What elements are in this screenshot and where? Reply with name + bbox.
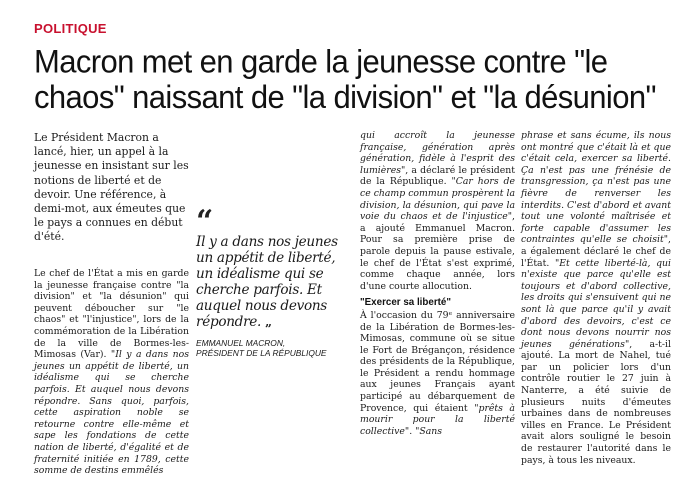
- quote-text-inline: "Il y a dans nos jeunes un appétit de liberté, un idéalisme qui se cherche parfois. Et auquel nous devons répondre. Sans quoi, parfois, cette aspiration noble se retourne contre elle-même et sape les fondations de cette nation de liberté, d'égalité et de fraternité initiée en 1789, cette somme de destins emmêlés: [34, 349, 189, 477]
- body-text: , a également déclaré le chef de l'État.: [521, 234, 671, 269]
- body-text: , a déclaré le président de la République.: [360, 164, 515, 188]
- open-quote-icon: “: [196, 204, 214, 239]
- section-rubric: POLITIQUE: [34, 21, 107, 36]
- body-text: Le chef de l'État a mis en garde la jeunesse française contre "la division" et "la désunion" qui peuvent déboucher sur "le chaos" et "l'injustice", lors de la commémoration de la Libération de la ville de Bormes-les-Mimosas (Var).: [34, 268, 189, 361]
- quote-text-inline: "prêts à mourir pour la liberté collective". "Sans: [360, 402, 515, 437]
- body-text: , a-t-il ajouté. La mort de Nahel, tué par un policier lors d'un contrôle routier le 27 juin à Nanterre, a été suivie de plusieurs nuits d'émeutes urbaines dans de nombreuses villes en France. Le Président avait alors souligné le besoin de restaurer l'autorité dans le pays, à tous les niveaux.: [521, 338, 671, 466]
- article-lede: Le Président Macron a lancé, hier, un appel à la jeunesse en insistant sur les notions de liberté et de devoir. Une référence, à demi-mot, aux émeutes que le pays a connues en début d'été.: [34, 131, 189, 244]
- body-text: À l'occasion du 79ᵉ anniversaire de la Libération de Bormes-les-Mimosas, commune où se situe le Fort de Brégançon, résidence des présidents de la République, le Président a rendu hommage aux jeunes Français ayant participé au débarquement de Provence, qui étaient: [360, 309, 515, 414]
- pull-quote-author: EMMANUEL MACRON, PRÉSIDENT DE LA RÉPUBLIQUE: [196, 338, 327, 358]
- body-column-3: [360, 130, 515, 437]
- quote-text-inline: "Car hors de ce champ commun prospèrent la division, la désunion, qui pave la voie du chaos et de l'injustice": [360, 176, 515, 223]
- paragraph: [360, 130, 515, 292]
- close-quote-icon: „: [265, 315, 272, 329]
- pull-quote-text: Il y a dans nos jeunes un appétit de liberté, un idéalisme qui se cherche parfois. Et auquel nous devons répondre. „: [196, 234, 338, 330]
- quote-text-inline: phrase et sans écume, ils nous ont montré que c'était là et que c'était cela, exercer sa liberté. Ça n'est pas une frénésie de transgression, ça n'est pas une fièvre de renverser les interdits. C'est d'abord et avant tout une volonté maîtrisée et forte capable d'assumer les contraintes qu'elle se choisit": [521, 130, 671, 246]
- body-column-1: [34, 268, 189, 477]
- article-headline: Macron met en garde la jeunesse contre "le chaos" naissant de "la division" et "la désunion": [34, 42, 656, 116]
- body-text: , a ajouté Emmanuel Macron. Pour sa première prise de parole depuis la pause estivale, le chef de l'État s'est exprimé, comme chaque année, lors d'une courte allocution.: [360, 211, 515, 292]
- quote-text-inline: "Et cette liberté-là, qui n'existe que parce qu'elle est toujours et d'abord collective, les droits qui s'ensuivent qui ne sont là que parce qu'il y avait d'abord des devoirs, c'est ce dont nous devons nourrir nos jeunes générations": [521, 257, 671, 350]
- paragraph: [34, 268, 189, 477]
- body-column-4: [521, 130, 671, 466]
- subheading: "Exercer sa liberté": [360, 297, 451, 309]
- paragraph: [521, 130, 671, 466]
- paragraph: [360, 310, 515, 438]
- quote-text-inline: qui accroît la jeunesse française, génération après génération, fidèle à l'esprit des lumières": [360, 130, 515, 176]
- pull-quote: [196, 204, 351, 358]
